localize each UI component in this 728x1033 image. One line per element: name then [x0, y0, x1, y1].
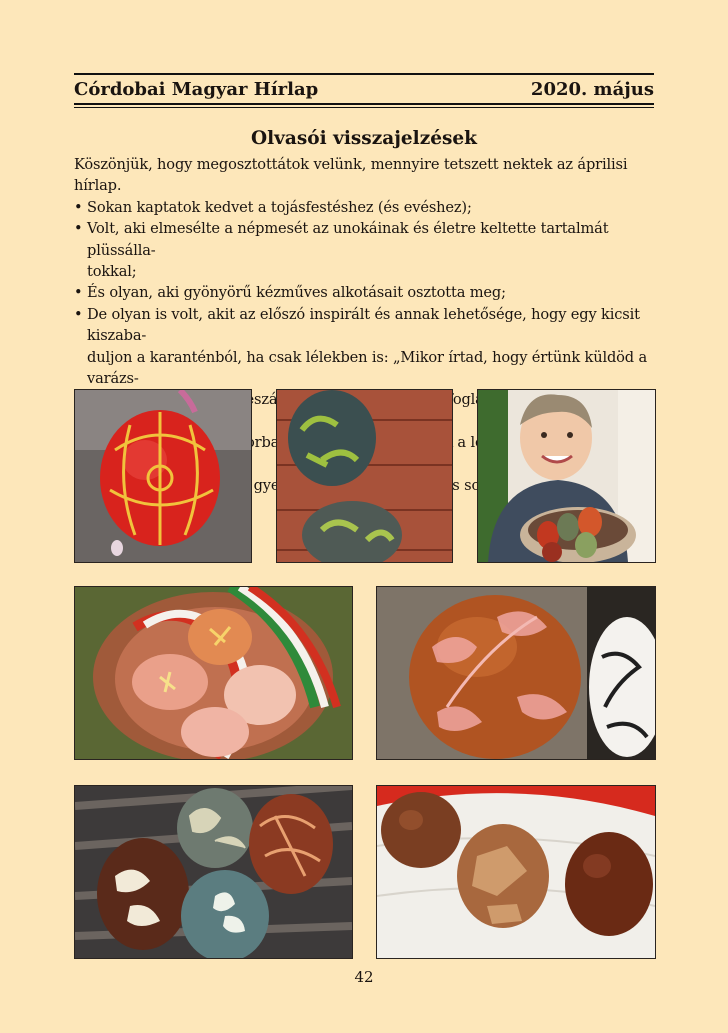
- dyed-blue-green-eggs-photo: [276, 389, 453, 563]
- leaf-print-brown-egg-photo: [376, 586, 656, 760]
- page-number: 42: [354, 968, 374, 986]
- running-header: [74, 78, 654, 100]
- article-intro: Köszönjük, hogy megosztottátok velünk, mennyire tetszett nektek az áprilisi hírlap.: [74, 156, 628, 195]
- list-item: • sorban a sok: [74, 432, 656, 496]
- list-item: • Sokan kaptatok kedvet a tojásfestéshez (és evéshez);: [74, 197, 656, 218]
- publication-name: Córdobai Magyar Hírlap: [74, 78, 319, 100]
- three-brown-eggs-photo: [376, 785, 656, 959]
- list-item: • Volt, aki elmesélte a népmesét az unokáinak és életre keltette tartalmát plüssálla- tokkal;: [74, 218, 656, 282]
- header-rule-top: [74, 73, 654, 75]
- issue-date: 2020. május: [530, 78, 654, 100]
- smiling-boy-with-egg-bowl-photo: [477, 389, 656, 563]
- painted-red-egg-photo: [74, 389, 252, 563]
- header-rule-thin: [74, 107, 654, 108]
- header-rule-bottom: [74, 103, 654, 105]
- article-title: Olvasói visszajelzések: [251, 128, 477, 149]
- eggs-in-basket-photo: [74, 785, 353, 959]
- list-item: • De olyan is volt, akit az előszó inspirált és annak lehetősége, hogy egy kicsit kiszaba- duljon a karanténból, ha csak lélekben is: „Mikor írtad, hogy értünk küldöd a varázs- beszálltam: [74, 304, 656, 432]
- list-item: • És olyan, aki gyönyörű kézműves alkotásait osztotta meg;: [74, 282, 656, 303]
- eggs-in-bowl-with-ribbon-photo: [74, 586, 353, 760]
